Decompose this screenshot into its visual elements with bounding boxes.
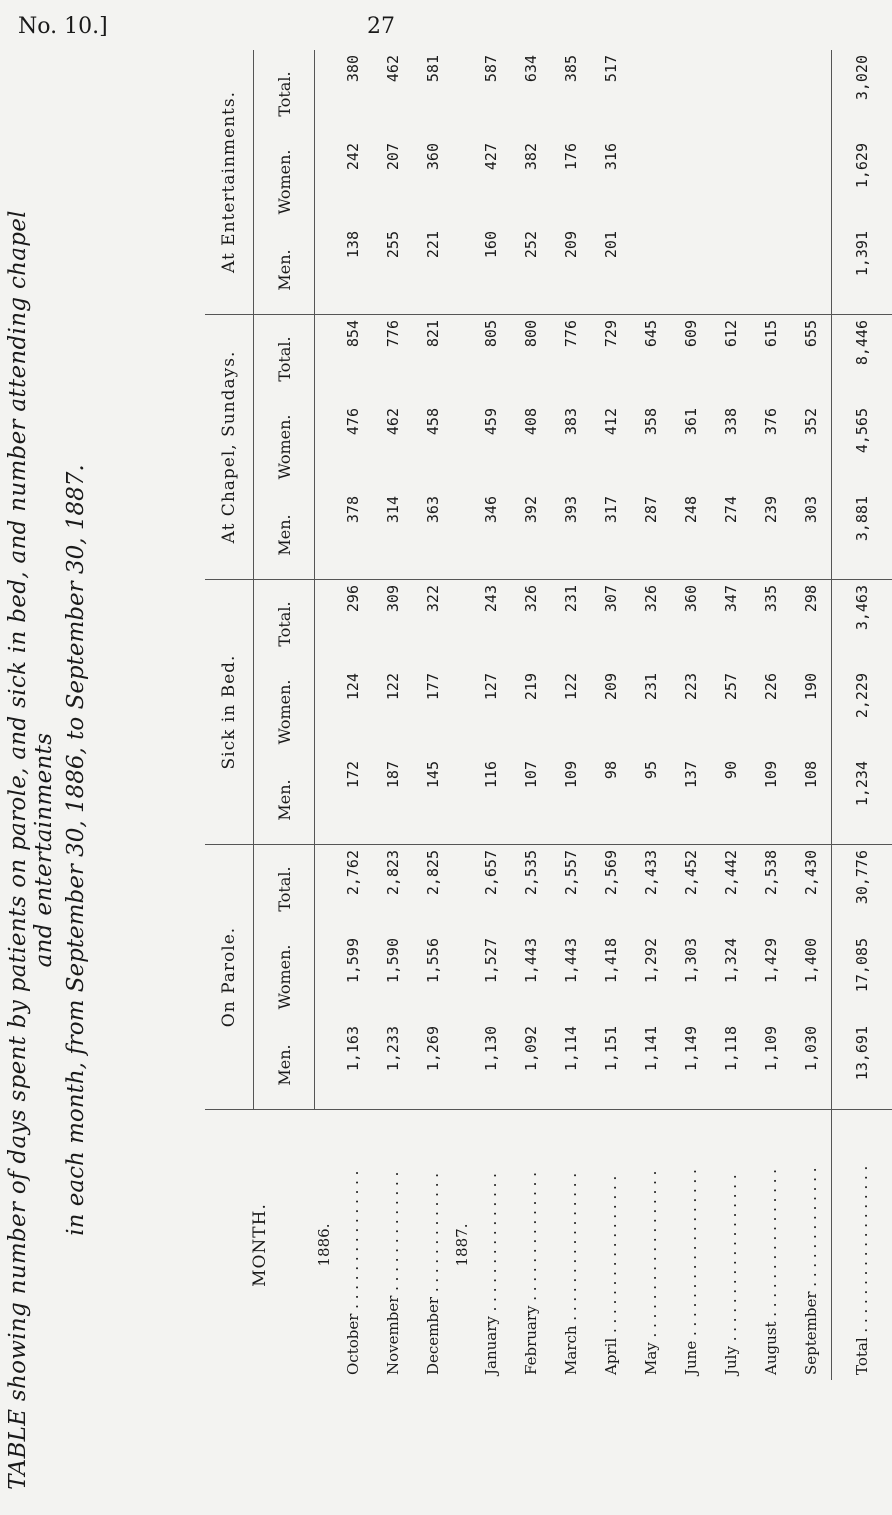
value-cell: 201 [591, 226, 631, 315]
title-line-1: TABLE showing number of days spent by patients on parole, and sick in bed, and number attending chapel and entertainments [5, 185, 57, 1515]
value-cell: 109 [751, 756, 791, 845]
value-cell: 223 [671, 668, 711, 756]
table-body [315, 50, 892, 1380]
value-cell: 2,442 [711, 845, 751, 934]
value-cell: 176 [551, 138, 591, 226]
group-heading-entertainments: At Entertainments. [205, 50, 254, 315]
value-cell: 655 [791, 315, 832, 404]
value-cell: 1,303 [671, 933, 711, 1021]
value-cell: 209 [591, 668, 631, 756]
value-cell [631, 226, 671, 315]
value-cell: 380 [333, 50, 373, 138]
value-cell: 1,443 [551, 933, 591, 1021]
value-cell [751, 138, 791, 226]
value-cell: 458 [413, 403, 453, 491]
value-cell: 412 [591, 403, 631, 491]
value-cell: 207 [373, 138, 413, 226]
value-cell [671, 50, 711, 138]
value-cell: 1,114 [551, 1021, 591, 1110]
table-row [511, 50, 551, 1380]
value-cell: 2,535 [511, 845, 551, 934]
value-cell: 462 [373, 50, 413, 138]
value-cell: 1,030 [791, 1021, 832, 1110]
document-number: No. 10.] [18, 14, 108, 39]
value-cell: 314 [373, 491, 413, 580]
value-cell: 2,657 [471, 845, 511, 934]
group-heading-parole: On Parole. [205, 845, 254, 1110]
value-cell: 587 [471, 50, 511, 138]
value-cell: 307 [591, 580, 631, 669]
value-cell: 90 [711, 756, 751, 845]
value-cell: 1,443 [511, 933, 551, 1021]
value-cell: 615 [751, 315, 791, 404]
value-cell: 326 [631, 580, 671, 669]
value-cell [791, 50, 832, 138]
value-cell: 116 [471, 756, 511, 845]
value-cell: 30,776 [832, 845, 892, 934]
value-cell: 1,149 [671, 1021, 711, 1110]
month-label: September . . . . . . . . . . . . . [791, 1110, 832, 1381]
value-cell: 581 [413, 50, 453, 138]
rotated-table-page [205, 50, 765, 1380]
month-label: November . . . . . . . . . . . . . [373, 1110, 413, 1381]
value-cell: 1,234 [832, 756, 892, 845]
value-cell: 363 [413, 491, 453, 580]
month-label: December . . . . . . . . . . . . . [413, 1110, 453, 1381]
sub-header-men: Men. [254, 1021, 315, 1110]
value-cell: 2,825 [413, 845, 453, 934]
sub-header-men: Men. [254, 491, 315, 580]
value-cell: 2,538 [751, 845, 791, 934]
value-cell [631, 138, 671, 226]
value-cell: 326 [511, 580, 551, 669]
value-cell [751, 226, 791, 315]
sub-header-men: Men. [254, 226, 315, 315]
sub-header-total: Total. [254, 315, 315, 404]
table-row [471, 50, 511, 1380]
value-cell: 127 [471, 668, 511, 756]
value-cell: 2,569 [591, 845, 631, 934]
value-cell: 392 [511, 491, 551, 580]
value-cell: 255 [373, 226, 413, 315]
value-cell: 298 [791, 580, 832, 669]
value-cell: 219 [511, 668, 551, 756]
value-cell [671, 226, 711, 315]
value-cell: 2,229 [832, 668, 892, 756]
value-cell: 459 [471, 403, 511, 491]
value-cell: 242 [333, 138, 373, 226]
value-cell: 221 [413, 226, 453, 315]
value-cell: 800 [511, 315, 551, 404]
group-heading-chapel: At Chapel, Sundays. [205, 315, 254, 580]
table-row [671, 50, 711, 1380]
value-cell: 2,762 [333, 845, 373, 934]
month-label: October . . . . . . . . . . . . . . . [333, 1110, 373, 1381]
month-label: Total . . . . . . . . . . . . . . . . . . [832, 1110, 892, 1381]
value-cell: 2,452 [671, 845, 711, 934]
table-row [791, 50, 832, 1380]
value-cell: 1,400 [791, 933, 832, 1021]
value-cell: 776 [373, 315, 413, 404]
value-cell: 1,130 [471, 1021, 511, 1110]
value-cell: 322 [413, 580, 453, 669]
value-cell: 252 [511, 226, 551, 315]
sub-header-women: Women. [254, 933, 315, 1021]
value-cell: 612 [711, 315, 751, 404]
value-cell: 1,109 [751, 1021, 791, 1110]
month-label: February . . . . . . . . . . . . . . [511, 1110, 551, 1381]
value-cell: 427 [471, 138, 511, 226]
value-cell: 231 [631, 668, 671, 756]
value-cell: 2,823 [373, 845, 413, 934]
value-cell: 138 [333, 226, 373, 315]
year-label: 1887. [453, 1110, 471, 1381]
value-cell: 1,233 [373, 1021, 413, 1110]
value-cell: 248 [671, 491, 711, 580]
table-row [591, 50, 631, 1380]
value-cell: 145 [413, 756, 453, 845]
value-cell: 108 [791, 756, 832, 845]
sub-header-men: Men. [254, 756, 315, 845]
value-cell: 3,463 [832, 580, 892, 669]
month-label: June . . . . . . . . . . . . . . . . . . [671, 1110, 711, 1381]
value-cell: 1,151 [591, 1021, 631, 1110]
value-cell: 854 [333, 315, 373, 404]
value-cell: 609 [671, 315, 711, 404]
value-cell: 393 [551, 491, 591, 580]
value-cell: 4,565 [832, 403, 892, 491]
value-cell: 2,557 [551, 845, 591, 934]
value-cell [751, 50, 791, 138]
value-cell: 239 [751, 491, 791, 580]
month-label: July . . . . . . . . . . . . . . . . . . [711, 1110, 751, 1381]
value-cell: 226 [751, 668, 791, 756]
value-cell: 1,556 [413, 933, 453, 1021]
month-label: January . . . . . . . . . . . . . . . [471, 1110, 511, 1381]
value-cell [671, 138, 711, 226]
value-cell: 177 [413, 668, 453, 756]
value-cell [711, 138, 751, 226]
value-cell: 1,391 [832, 226, 892, 315]
sub-header-women: Women. [254, 668, 315, 756]
value-cell: 187 [373, 756, 413, 845]
table-row [333, 50, 373, 1380]
value-cell: 776 [551, 315, 591, 404]
value-cell: 17,085 [832, 933, 892, 1021]
value-cell: 107 [511, 756, 551, 845]
value-cell: 1,141 [631, 1021, 671, 1110]
value-cell: 729 [591, 315, 631, 404]
month-label: August . . . . . . . . . . . . . . . . [751, 1110, 791, 1381]
value-cell: 1,163 [333, 1021, 373, 1110]
value-cell: 805 [471, 315, 511, 404]
value-cell: 231 [551, 580, 591, 669]
month-label: April . . . . . . . . . . . . . . . . . [591, 1110, 631, 1381]
value-cell: 296 [333, 580, 373, 669]
year-label: 1886. [315, 1110, 334, 1381]
value-cell [631, 50, 671, 138]
value-cell: 821 [413, 315, 453, 404]
value-cell: 3,020 [832, 50, 892, 138]
value-cell: 1,599 [333, 933, 373, 1021]
total-row [832, 50, 892, 1380]
value-cell [791, 138, 832, 226]
value-cell: 1,429 [751, 933, 791, 1021]
value-cell: 462 [373, 403, 413, 491]
value-cell: 1,269 [413, 1021, 453, 1110]
value-cell: 316 [591, 138, 631, 226]
value-cell: 317 [591, 491, 631, 580]
value-cell: 360 [413, 138, 453, 226]
table-row [373, 50, 413, 1380]
value-cell: 1,590 [373, 933, 413, 1021]
value-cell: 122 [373, 668, 413, 756]
table-row [631, 50, 671, 1380]
sub-header-women: Women. [254, 403, 315, 491]
value-cell: 476 [333, 403, 373, 491]
value-cell: 385 [551, 50, 591, 138]
month-column-heading: MONTH. [205, 1110, 315, 1381]
value-cell: 361 [671, 403, 711, 491]
value-cell: 346 [471, 491, 511, 580]
value-cell: 634 [511, 50, 551, 138]
table-row [751, 50, 791, 1380]
page-number: 27 [367, 14, 395, 39]
value-cell: 517 [591, 50, 631, 138]
value-cell: 243 [471, 580, 511, 669]
value-cell: 2,430 [791, 845, 832, 934]
value-cell: 257 [711, 668, 751, 756]
value-cell: 13,691 [832, 1021, 892, 1110]
value-cell: 190 [791, 668, 832, 756]
value-cell: 338 [711, 403, 751, 491]
sub-header-total: Total. [254, 845, 315, 934]
statistics-table [205, 50, 892, 1380]
value-cell: 137 [671, 756, 711, 845]
month-label: March . . . . . . . . . . . . . . . . [551, 1110, 591, 1381]
table-row [413, 50, 453, 1380]
value-cell: 347 [711, 580, 751, 669]
value-cell [711, 50, 751, 138]
month-label: May . . . . . . . . . . . . . . . . . . [631, 1110, 671, 1381]
value-cell: 3,881 [832, 491, 892, 580]
value-cell: 645 [631, 315, 671, 404]
value-cell: 109 [551, 756, 591, 845]
value-cell: 2,433 [631, 845, 671, 934]
value-cell: 1,629 [832, 138, 892, 226]
value-cell: 309 [373, 580, 413, 669]
value-cell: 8,446 [832, 315, 892, 404]
value-cell: 172 [333, 756, 373, 845]
value-cell: 360 [671, 580, 711, 669]
sub-header-total: Total. [254, 580, 315, 669]
group-heading-sick: Sick in Bed. [205, 580, 254, 845]
title-line-2: in each month, from September 30, 1886, to September 30, 1887. [63, 185, 89, 1515]
value-cell: 358 [631, 403, 671, 491]
value-cell: 378 [333, 491, 373, 580]
value-cell: 124 [333, 668, 373, 756]
value-cell: 122 [551, 668, 591, 756]
value-cell: 408 [511, 403, 551, 491]
value-cell: 209 [551, 226, 591, 315]
value-cell: 160 [471, 226, 511, 315]
table-row [711, 50, 751, 1380]
value-cell: 303 [791, 491, 832, 580]
value-cell: 376 [751, 403, 791, 491]
value-cell: 287 [631, 491, 671, 580]
table-title [5, 185, 89, 1515]
value-cell [791, 226, 832, 315]
value-cell: 383 [551, 403, 591, 491]
value-cell: 352 [791, 403, 832, 491]
value-cell [711, 226, 751, 315]
value-cell: 1,118 [711, 1021, 751, 1110]
sub-header-women: Women. [254, 138, 315, 226]
value-cell: 98 [591, 756, 631, 845]
sub-header-total: Total. [254, 50, 315, 138]
value-cell: 1,527 [471, 933, 511, 1021]
value-cell: 1,292 [631, 933, 671, 1021]
value-cell: 1,324 [711, 933, 751, 1021]
value-cell: 274 [711, 491, 751, 580]
table-row [551, 50, 591, 1380]
value-cell: 1,092 [511, 1021, 551, 1110]
value-cell: 95 [631, 756, 671, 845]
value-cell: 335 [751, 580, 791, 669]
value-cell: 1,418 [591, 933, 631, 1021]
value-cell: 382 [511, 138, 551, 226]
